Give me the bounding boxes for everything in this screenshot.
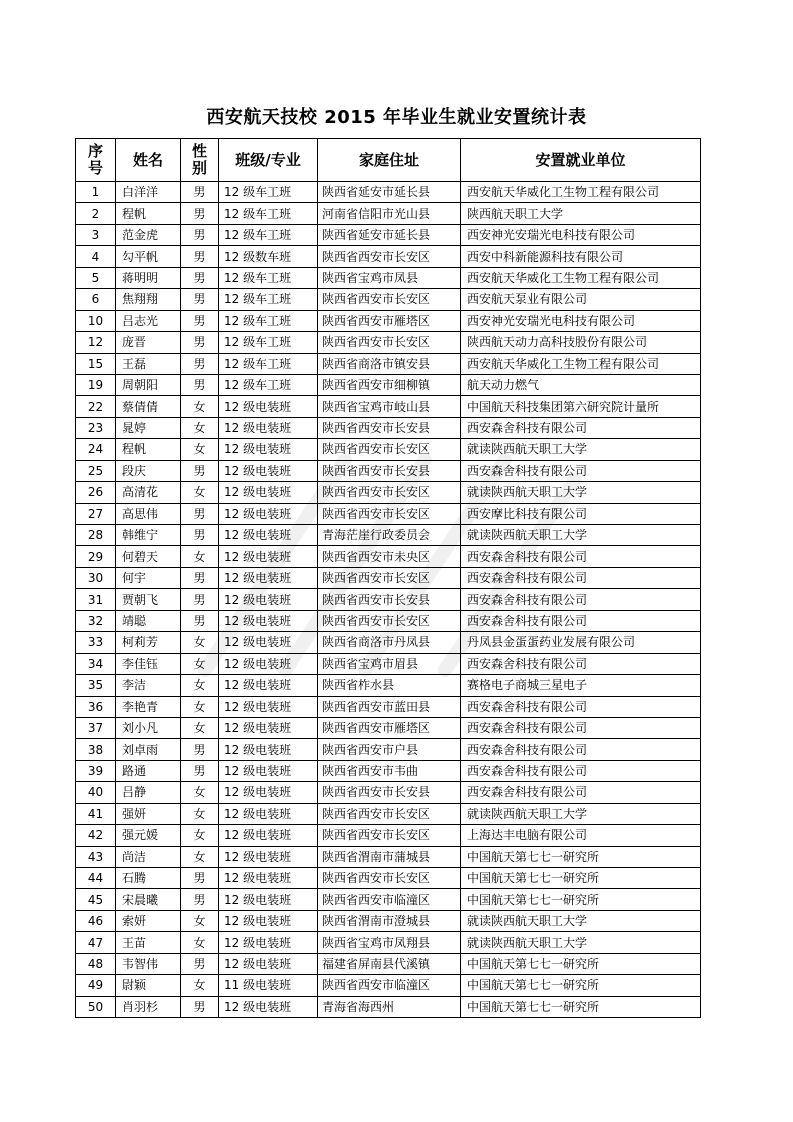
- cell-class: 12 级电装班: [219, 825, 318, 846]
- cell-unit: 西安神光安瑞光电科技有限公司: [461, 224, 701, 245]
- cell-name: 强妍: [116, 803, 181, 824]
- cell-name: 肖羽杉: [116, 996, 181, 1017]
- cell-class: 12 级车工班: [219, 203, 318, 224]
- cell-no: 38: [76, 739, 116, 760]
- cell-no: 27: [76, 503, 116, 524]
- table-row: [76, 567, 701, 588]
- cell-name: 吕志光: [116, 310, 181, 331]
- cell-sex: 男: [181, 374, 219, 395]
- cell-name: 尉颖: [116, 975, 181, 996]
- cell-sex: 男: [181, 567, 219, 588]
- cell-sex: 男: [181, 589, 219, 610]
- cell-sex: 女: [181, 417, 219, 438]
- cell-address: 陕西省西安市雁塔区: [318, 310, 461, 331]
- cell-no: 5: [76, 267, 116, 288]
- table-row: [76, 267, 701, 288]
- cell-address: 陕西省西安市长安区: [318, 482, 461, 503]
- table-row: [76, 782, 701, 803]
- table-row: [76, 353, 701, 374]
- cell-unit: 西安中科新能源科技有限公司: [461, 246, 701, 267]
- table-row: [76, 675, 701, 696]
- cell-no: 10: [76, 310, 116, 331]
- cell-unit: 西安森舍科技有限公司: [461, 782, 701, 803]
- cell-name: 段庆: [116, 460, 181, 481]
- cell-sex: 男: [181, 203, 219, 224]
- table-row: [76, 310, 701, 331]
- table-row: [76, 825, 701, 846]
- cell-name: 柯莉芳: [116, 632, 181, 653]
- cell-sex: 男: [181, 289, 219, 310]
- cell-sex: 女: [181, 482, 219, 503]
- cell-sex: 男: [181, 224, 219, 245]
- cell-name: 高清花: [116, 482, 181, 503]
- cell-name: 韦智伟: [116, 953, 181, 974]
- cell-address: 陕西省商洛市镇安县: [318, 353, 461, 374]
- cell-name: 程帆: [116, 439, 181, 460]
- cell-no: 26: [76, 482, 116, 503]
- cell-no: 30: [76, 567, 116, 588]
- cell-class: 12 级电装班: [219, 482, 318, 503]
- cell-address: 陕西省延安市延长县: [318, 182, 461, 203]
- cell-address: 陕西省宝鸡市岐山县: [318, 396, 461, 417]
- cell-class: 12 级电装班: [219, 996, 318, 1017]
- cell-name: 李艳青: [116, 696, 181, 717]
- cell-sex: 女: [181, 910, 219, 931]
- cell-class: 12 级电装班: [219, 632, 318, 653]
- table-row: [76, 868, 701, 889]
- cell-no: 46: [76, 910, 116, 931]
- cell-no: 6: [76, 289, 116, 310]
- cell-sex: 女: [181, 975, 219, 996]
- cell-class: 12 级电装班: [219, 932, 318, 953]
- cell-no: 45: [76, 889, 116, 910]
- cell-sex: 男: [181, 353, 219, 374]
- cell-unit: 丹凤县金蛋蛋药业发展有限公司: [461, 632, 701, 653]
- cell-class: 12 级电装班: [219, 589, 318, 610]
- cell-unit: 航天动力燃气: [461, 374, 701, 395]
- cell-class: 12 级车工班: [219, 310, 318, 331]
- table-row: [76, 332, 701, 353]
- cell-address: 陕西省西安市长安县: [318, 460, 461, 481]
- cell-unit: 中国航天第七七一研究所: [461, 996, 701, 1017]
- table-row: [76, 482, 701, 503]
- table-row: [76, 439, 701, 460]
- cell-address: 陕西省宝鸡市凤翔县: [318, 932, 461, 953]
- cell-sex: 男: [181, 246, 219, 267]
- cell-class: 12 级电装班: [219, 675, 318, 696]
- cell-no: 50: [76, 996, 116, 1017]
- cell-name: 蒋明明: [116, 267, 181, 288]
- cell-unit: 西安神光安瑞光电科技有限公司: [461, 310, 701, 331]
- cell-no: 19: [76, 374, 116, 395]
- cell-address: 陕西省西安市蓝田县: [318, 696, 461, 717]
- cell-class: 12 级电装班: [219, 760, 318, 781]
- cell-name: 尚洁: [116, 846, 181, 867]
- cell-address: 陕西省西安市长安县: [318, 417, 461, 438]
- cell-address: 陕西省西安市长安区: [318, 439, 461, 460]
- cell-name: 何宇: [116, 567, 181, 588]
- cell-address: 陕西省宝鸡市凤县: [318, 267, 461, 288]
- table-row: [76, 203, 701, 224]
- cell-name: 索妍: [116, 910, 181, 931]
- cell-unit: 西安航天华威化工生物工程有限公司: [461, 267, 701, 288]
- cell-unit: 就读陕西航天职工大学: [461, 439, 701, 460]
- table-row: [76, 589, 701, 610]
- cell-unit: 西安森舍科技有限公司: [461, 696, 701, 717]
- table-row: [76, 696, 701, 717]
- table-row: [76, 246, 701, 267]
- header-class: 班级/专业: [219, 139, 318, 182]
- cell-address: 陕西省西安市临潼区: [318, 889, 461, 910]
- cell-unit: 西安森舍科技有限公司: [461, 653, 701, 674]
- cell-unit: 就读陕西航天职工大学: [461, 803, 701, 824]
- cell-address: 陕西省延安市延长县: [318, 224, 461, 245]
- table-row: [76, 889, 701, 910]
- document-title: 西安航天技校 2015 年毕业生就业安置统计表: [206, 107, 587, 128]
- cell-name: 蔡倩倩: [116, 396, 181, 417]
- cell-sex: 女: [181, 803, 219, 824]
- cell-unit: 西安森舍科技有限公司: [461, 546, 701, 567]
- cell-sex: 男: [181, 182, 219, 203]
- table-row: [76, 632, 701, 653]
- table-row: [76, 996, 701, 1017]
- cell-sex: 男: [181, 996, 219, 1017]
- cell-class: 12 级电装班: [219, 846, 318, 867]
- cell-class: 12 级电装班: [219, 868, 318, 889]
- cell-sex: 女: [181, 696, 219, 717]
- cell-class: 12 级电装班: [219, 460, 318, 481]
- cell-address: 陕西省西安市长安区: [318, 567, 461, 588]
- cell-name: 王磊: [116, 353, 181, 374]
- cell-address: 陕西省渭南市蒲城县: [318, 846, 461, 867]
- cell-no: 12: [76, 332, 116, 353]
- table-row: [76, 803, 701, 824]
- cell-class: 12 级电装班: [219, 653, 318, 674]
- cell-address: 陕西省渭南市澄城县: [318, 910, 461, 931]
- cell-class: 12 级电装班: [219, 889, 318, 910]
- cell-unit: 就读陕西航天职工大学: [461, 932, 701, 953]
- cell-unit: 中国航天第七七一研究所: [461, 846, 701, 867]
- cell-sex: 女: [181, 653, 219, 674]
- cell-address: 陕西省西安市长安区: [318, 825, 461, 846]
- cell-name: 周朝阳: [116, 374, 181, 395]
- cell-name: 何碧天: [116, 546, 181, 567]
- cell-sex: 男: [181, 889, 219, 910]
- table-row: [76, 846, 701, 867]
- cell-unit: 就读陕西航天职工大学: [461, 525, 701, 546]
- cell-name: 贾朝飞: [116, 589, 181, 610]
- cell-no: 39: [76, 760, 116, 781]
- cell-sex: 男: [181, 953, 219, 974]
- cell-no: 1: [76, 182, 116, 203]
- cell-no: 35: [76, 675, 116, 696]
- cell-no: 31: [76, 589, 116, 610]
- cell-address: 陕西省西安市雁塔区: [318, 717, 461, 738]
- cell-address: 陕西省西安市长安区: [318, 868, 461, 889]
- cell-address: 陕西省西安市长安区: [318, 246, 461, 267]
- cell-class: 12 级车工班: [219, 182, 318, 203]
- cell-name: 高思伟: [116, 503, 181, 524]
- cell-name: 靖聪: [116, 610, 181, 631]
- cell-sex: 女: [181, 846, 219, 867]
- cell-unit: 西安森舍科技有限公司: [461, 760, 701, 781]
- cell-unit: 中国航天第七七一研究所: [461, 889, 701, 910]
- cell-unit: 西安航天华威化工生物工程有限公司: [461, 353, 701, 374]
- cell-class: 12 级电装班: [219, 610, 318, 631]
- cell-name: 焦翔翔: [116, 289, 181, 310]
- cell-address: 陕西省西安市韦曲: [318, 760, 461, 781]
- cell-address: 陕西省西安市细柳镇: [318, 374, 461, 395]
- cell-address: 青海省海西州: [318, 996, 461, 1017]
- table-row: [76, 953, 701, 974]
- cell-sex: 男: [181, 525, 219, 546]
- cell-name: 石腾: [116, 868, 181, 889]
- cell-class: 12 级电装班: [219, 717, 318, 738]
- cell-name: 李洁: [116, 675, 181, 696]
- table-row: [76, 525, 701, 546]
- cell-class: 12 级车工班: [219, 289, 318, 310]
- cell-unit: 西安森舍科技有限公司: [461, 567, 701, 588]
- cell-name: 范金虎: [116, 224, 181, 245]
- cell-sex: 女: [181, 782, 219, 803]
- cell-class: 12 级电装班: [219, 782, 318, 803]
- cell-class: 12 级车工班: [219, 353, 318, 374]
- cell-no: 43: [76, 846, 116, 867]
- cell-name: 勾平帆: [116, 246, 181, 267]
- cell-class: 12 级车工班: [219, 332, 318, 353]
- cell-address: 陕西省西安市长安区: [318, 610, 461, 631]
- cell-unit: 陕西航天动力高科技股份有限公司: [461, 332, 701, 353]
- cell-name: 白洋洋: [116, 182, 181, 203]
- cell-class: 12 级车工班: [219, 224, 318, 245]
- cell-address: 陕西省柞水县: [318, 675, 461, 696]
- cell-no: 28: [76, 525, 116, 546]
- cell-no: 15: [76, 353, 116, 374]
- table-row: [76, 653, 701, 674]
- cell-no: 2: [76, 203, 116, 224]
- cell-class: 12 级电装班: [219, 525, 318, 546]
- cell-no: 34: [76, 653, 116, 674]
- cell-no: 32: [76, 610, 116, 631]
- cell-address: 陕西省西安市长安区: [318, 289, 461, 310]
- cell-sex: 男: [181, 503, 219, 524]
- cell-unit: 就读陕西航天职工大学: [461, 910, 701, 931]
- cell-sex: 男: [181, 267, 219, 288]
- table-row: [76, 396, 701, 417]
- cell-name: 程帆: [116, 203, 181, 224]
- cell-class: 12 级电装班: [219, 567, 318, 588]
- cell-sex: 女: [181, 396, 219, 417]
- cell-class: 12 级电装班: [219, 910, 318, 931]
- cell-no: 41: [76, 803, 116, 824]
- cell-class: 12 级电装班: [219, 396, 318, 417]
- header-sex: 性别: [181, 139, 219, 182]
- cell-unit: 上海达丰电脑有限公司: [461, 825, 701, 846]
- table-row: [76, 460, 701, 481]
- cell-sex: 女: [181, 717, 219, 738]
- cell-address: 陕西省宝鸡市眉县: [318, 653, 461, 674]
- cell-class: 12 级电装班: [219, 953, 318, 974]
- cell-address: 陕西省西安市长安区: [318, 803, 461, 824]
- cell-name: 韩维宁: [116, 525, 181, 546]
- cell-sex: 男: [181, 460, 219, 481]
- cell-no: 33: [76, 632, 116, 653]
- cell-unit: 西安航天华威化工生物工程有限公司: [461, 182, 701, 203]
- cell-no: 49: [76, 975, 116, 996]
- cell-unit: 中国航天第七七一研究所: [461, 975, 701, 996]
- cell-class: 12 级电装班: [219, 546, 318, 567]
- cell-name: 强元媛: [116, 825, 181, 846]
- cell-address: 福建省屏南县代溪镇: [318, 953, 461, 974]
- cell-address: 河南省信阳市光山县: [318, 203, 461, 224]
- cell-address: 青海茫崖行政委员会: [318, 525, 461, 546]
- cell-no: 23: [76, 417, 116, 438]
- cell-class: 12 级车工班: [219, 374, 318, 395]
- cell-unit: 中国航天科技集团第六研究院计量所: [461, 396, 701, 417]
- cell-no: 47: [76, 932, 116, 953]
- cell-name: 刘卓雨: [116, 739, 181, 760]
- table-row: [76, 182, 701, 203]
- cell-sex: 男: [181, 868, 219, 889]
- cell-class: 12 级数车班: [219, 246, 318, 267]
- cell-name: 宋晨曦: [116, 889, 181, 910]
- table-header-row: [76, 139, 701, 182]
- cell-unit: 西安森舍科技有限公司: [461, 739, 701, 760]
- cell-no: 48: [76, 953, 116, 974]
- table-row: [76, 739, 701, 760]
- cell-sex: 男: [181, 332, 219, 353]
- cell-name: 吕静: [116, 782, 181, 803]
- cell-no: 22: [76, 396, 116, 417]
- cell-address: 陕西省西安市户县: [318, 739, 461, 760]
- cell-class: 12 级电装班: [219, 417, 318, 438]
- cell-class: 12 级电装班: [219, 503, 318, 524]
- cell-no: 37: [76, 717, 116, 738]
- cell-unit: 赛格电子商城三星电子: [461, 675, 701, 696]
- cell-unit: 中国航天第七七一研究所: [461, 953, 701, 974]
- cell-unit: 西安森舍科技有限公司: [461, 589, 701, 610]
- cell-address: 陕西省商洛市丹凤县: [318, 632, 461, 653]
- header-address: 家庭住址: [318, 139, 461, 182]
- header-no: 序号: [76, 139, 116, 182]
- table-row: [76, 610, 701, 631]
- cell-no: 42: [76, 825, 116, 846]
- cell-unit: 中国航天第七七一研究所: [461, 868, 701, 889]
- table-row: [76, 546, 701, 567]
- cell-address: 陕西省西安市长安区: [318, 332, 461, 353]
- cell-no: 29: [76, 546, 116, 567]
- cell-no: 36: [76, 696, 116, 717]
- cell-class: 12 级电装班: [219, 696, 318, 717]
- employment-table: [75, 138, 701, 1018]
- table-row: [76, 910, 701, 931]
- table-row: [76, 503, 701, 524]
- cell-address: 陕西省西安市长安区: [318, 503, 461, 524]
- cell-unit: 西安森舍科技有限公司: [461, 717, 701, 738]
- cell-sex: 男: [181, 610, 219, 631]
- cell-sex: 男: [181, 310, 219, 331]
- cell-unit: 西安森舍科技有限公司: [461, 417, 701, 438]
- cell-sex: 女: [181, 675, 219, 696]
- cell-no: 3: [76, 224, 116, 245]
- cell-sex: 女: [181, 932, 219, 953]
- cell-unit: 就读陕西航天职工大学: [461, 482, 701, 503]
- header-name: 姓名: [116, 139, 181, 182]
- cell-address: 陕西省西安市未央区: [318, 546, 461, 567]
- cell-name: 路通: [116, 760, 181, 781]
- cell-class: 12 级车工班: [219, 267, 318, 288]
- cell-unit: 西安森舍科技有限公司: [461, 460, 701, 481]
- table-row: [76, 374, 701, 395]
- cell-no: 4: [76, 246, 116, 267]
- table-row: [76, 975, 701, 996]
- cell-unit: 陕西航天职工大学: [461, 203, 701, 224]
- cell-name: 李佳钰: [116, 653, 181, 674]
- table-row: [76, 932, 701, 953]
- cell-no: 44: [76, 868, 116, 889]
- cell-class: 11 级电装班: [219, 975, 318, 996]
- table-row: [76, 289, 701, 310]
- cell-address: 陕西省西安市长安县: [318, 589, 461, 610]
- cell-no: 25: [76, 460, 116, 481]
- cell-unit: 西安摩比科技有限公司: [461, 503, 701, 524]
- cell-sex: 男: [181, 739, 219, 760]
- cell-no: 40: [76, 782, 116, 803]
- cell-class: 12 级电装班: [219, 803, 318, 824]
- cell-class: 12 级电装班: [219, 439, 318, 460]
- cell-sex: 男: [181, 760, 219, 781]
- cell-sex: 女: [181, 632, 219, 653]
- table-row: [76, 717, 701, 738]
- cell-no: 24: [76, 439, 116, 460]
- table-row: [76, 417, 701, 438]
- table-row: [76, 224, 701, 245]
- cell-class: 12 级电装班: [219, 739, 318, 760]
- cell-address: 陕西省西安市长安县: [318, 782, 461, 803]
- cell-name: 庞晋: [116, 332, 181, 353]
- cell-sex: 女: [181, 546, 219, 567]
- cell-unit: 西安航天泵业有限公司: [461, 289, 701, 310]
- cell-unit: 西安森舍科技有限公司: [461, 610, 701, 631]
- table-row: [76, 760, 701, 781]
- header-unit: 安置就业单位: [461, 139, 701, 182]
- cell-sex: 女: [181, 825, 219, 846]
- cell-name: 刘小凡: [116, 717, 181, 738]
- cell-address: 陕西省西安市临潼区: [318, 975, 461, 996]
- cell-sex: 女: [181, 439, 219, 460]
- cell-name: 晁婷: [116, 417, 181, 438]
- cell-name: 王苗: [116, 932, 181, 953]
